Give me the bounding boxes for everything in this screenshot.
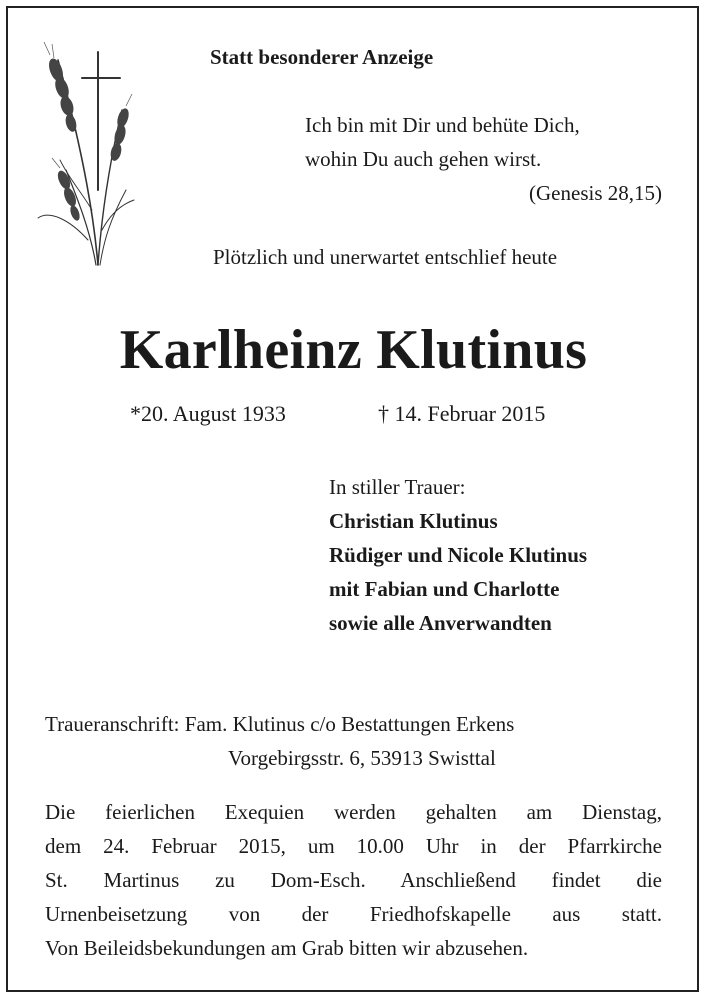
- service-line: St. Martinus zu Dom-Esch. Anschließend findet die: [45, 868, 662, 892]
- mourner-name: mit Fabian und Charlotte: [329, 577, 560, 601]
- verse-reference: (Genesis 28,15): [529, 181, 662, 205]
- service-line: Von Beileidsbekundungen am Grab bitten wir abzusehen.: [45, 936, 529, 960]
- service-line: Die feierlichen Exequien werden gehalten am Dienstag,: [45, 800, 662, 824]
- mourners-block: [329, 470, 587, 640]
- death-date: † 14. Februar 2015: [378, 401, 546, 426]
- verse-line-2: wohin Du auch gehen wirst.: [305, 147, 542, 171]
- service-line: Urnenbeisetzung von der Friedhofskapelle aus statt.: [45, 902, 662, 926]
- deceased-name: Karlheinz Klutinus: [119, 319, 588, 381]
- birth-date: *20. August 1933: [130, 401, 286, 426]
- verse-line-1: Ich bin mit Dir und behüte Dich,: [305, 113, 580, 137]
- mourning-address-line-1: Traueranschrift: Fam. Klutinus c/o Bestattungen Erkens: [45, 712, 515, 736]
- mourning-address-line-2: Vorgebirgsstr. 6, 53913 Swisttal: [228, 746, 496, 770]
- intro-text: Plötzlich und unerwartet entschlief heute: [213, 245, 558, 269]
- service-line: dem 24. Februar 2015, um 10.00 Uhr in der Pfarrkirche: [45, 834, 662, 858]
- mourner-name: Rüdiger und Nicole Klutinus: [329, 543, 588, 567]
- mourner-name: Christian Klutinus: [329, 509, 498, 533]
- notice-heading: Statt besonderer Anzeige: [210, 45, 434, 69]
- mourner-name: sowie alle Anverwandten: [329, 611, 552, 635]
- cross-with-wheat-icon: [30, 40, 140, 270]
- service-paragraph: [45, 795, 662, 965]
- mourners-lead: In stiller Trauer:: [329, 475, 466, 499]
